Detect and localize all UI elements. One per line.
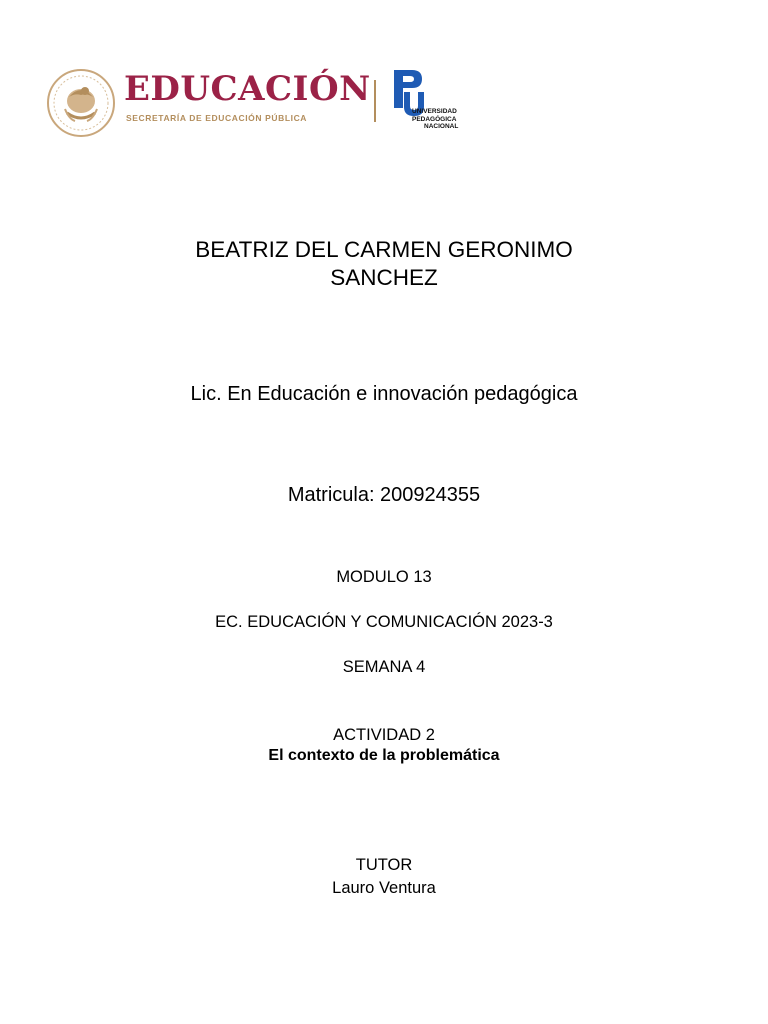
matricula: Matricula: 200924355 bbox=[287, 484, 481, 506]
program-name: Lic. En Educación e innovación pedagógica bbox=[190, 383, 578, 405]
activity-title: El contexto de la problemática bbox=[268, 747, 500, 764]
upn-name bbox=[412, 108, 458, 131]
course-name: EC. EDUCACIÓN Y COMUNICACIÓN 2023-3 bbox=[215, 613, 553, 631]
tutor-name: Lauro Ventura bbox=[332, 879, 436, 897]
sep-title: EDUCACIÓN bbox=[124, 69, 371, 109]
upn-line: PEDAGÓGICA bbox=[412, 115, 457, 123]
logo-divider bbox=[374, 80, 376, 122]
upn-line: UNIVERSIDAD bbox=[412, 108, 457, 115]
document-header bbox=[40, 62, 480, 142]
student-name-line1: BEATRIZ DEL CARMEN GERONIMO bbox=[195, 237, 573, 262]
upn-line: NACIONAL bbox=[424, 123, 459, 130]
activity-number: ACTIVIDAD 2 bbox=[333, 726, 435, 744]
tutor-label: TUTOR bbox=[355, 856, 413, 874]
student-name bbox=[0, 236, 768, 292]
week: SEMANA 4 bbox=[342, 658, 426, 676]
student-name-line2: SANCHEZ bbox=[330, 265, 438, 290]
mexico-coat-of-arms-icon bbox=[45, 67, 117, 139]
sep-subtitle: SECRETARÍA DE EDUCACIÓN PÚBLICA bbox=[126, 113, 308, 123]
module: MODULO 13 bbox=[336, 568, 432, 586]
